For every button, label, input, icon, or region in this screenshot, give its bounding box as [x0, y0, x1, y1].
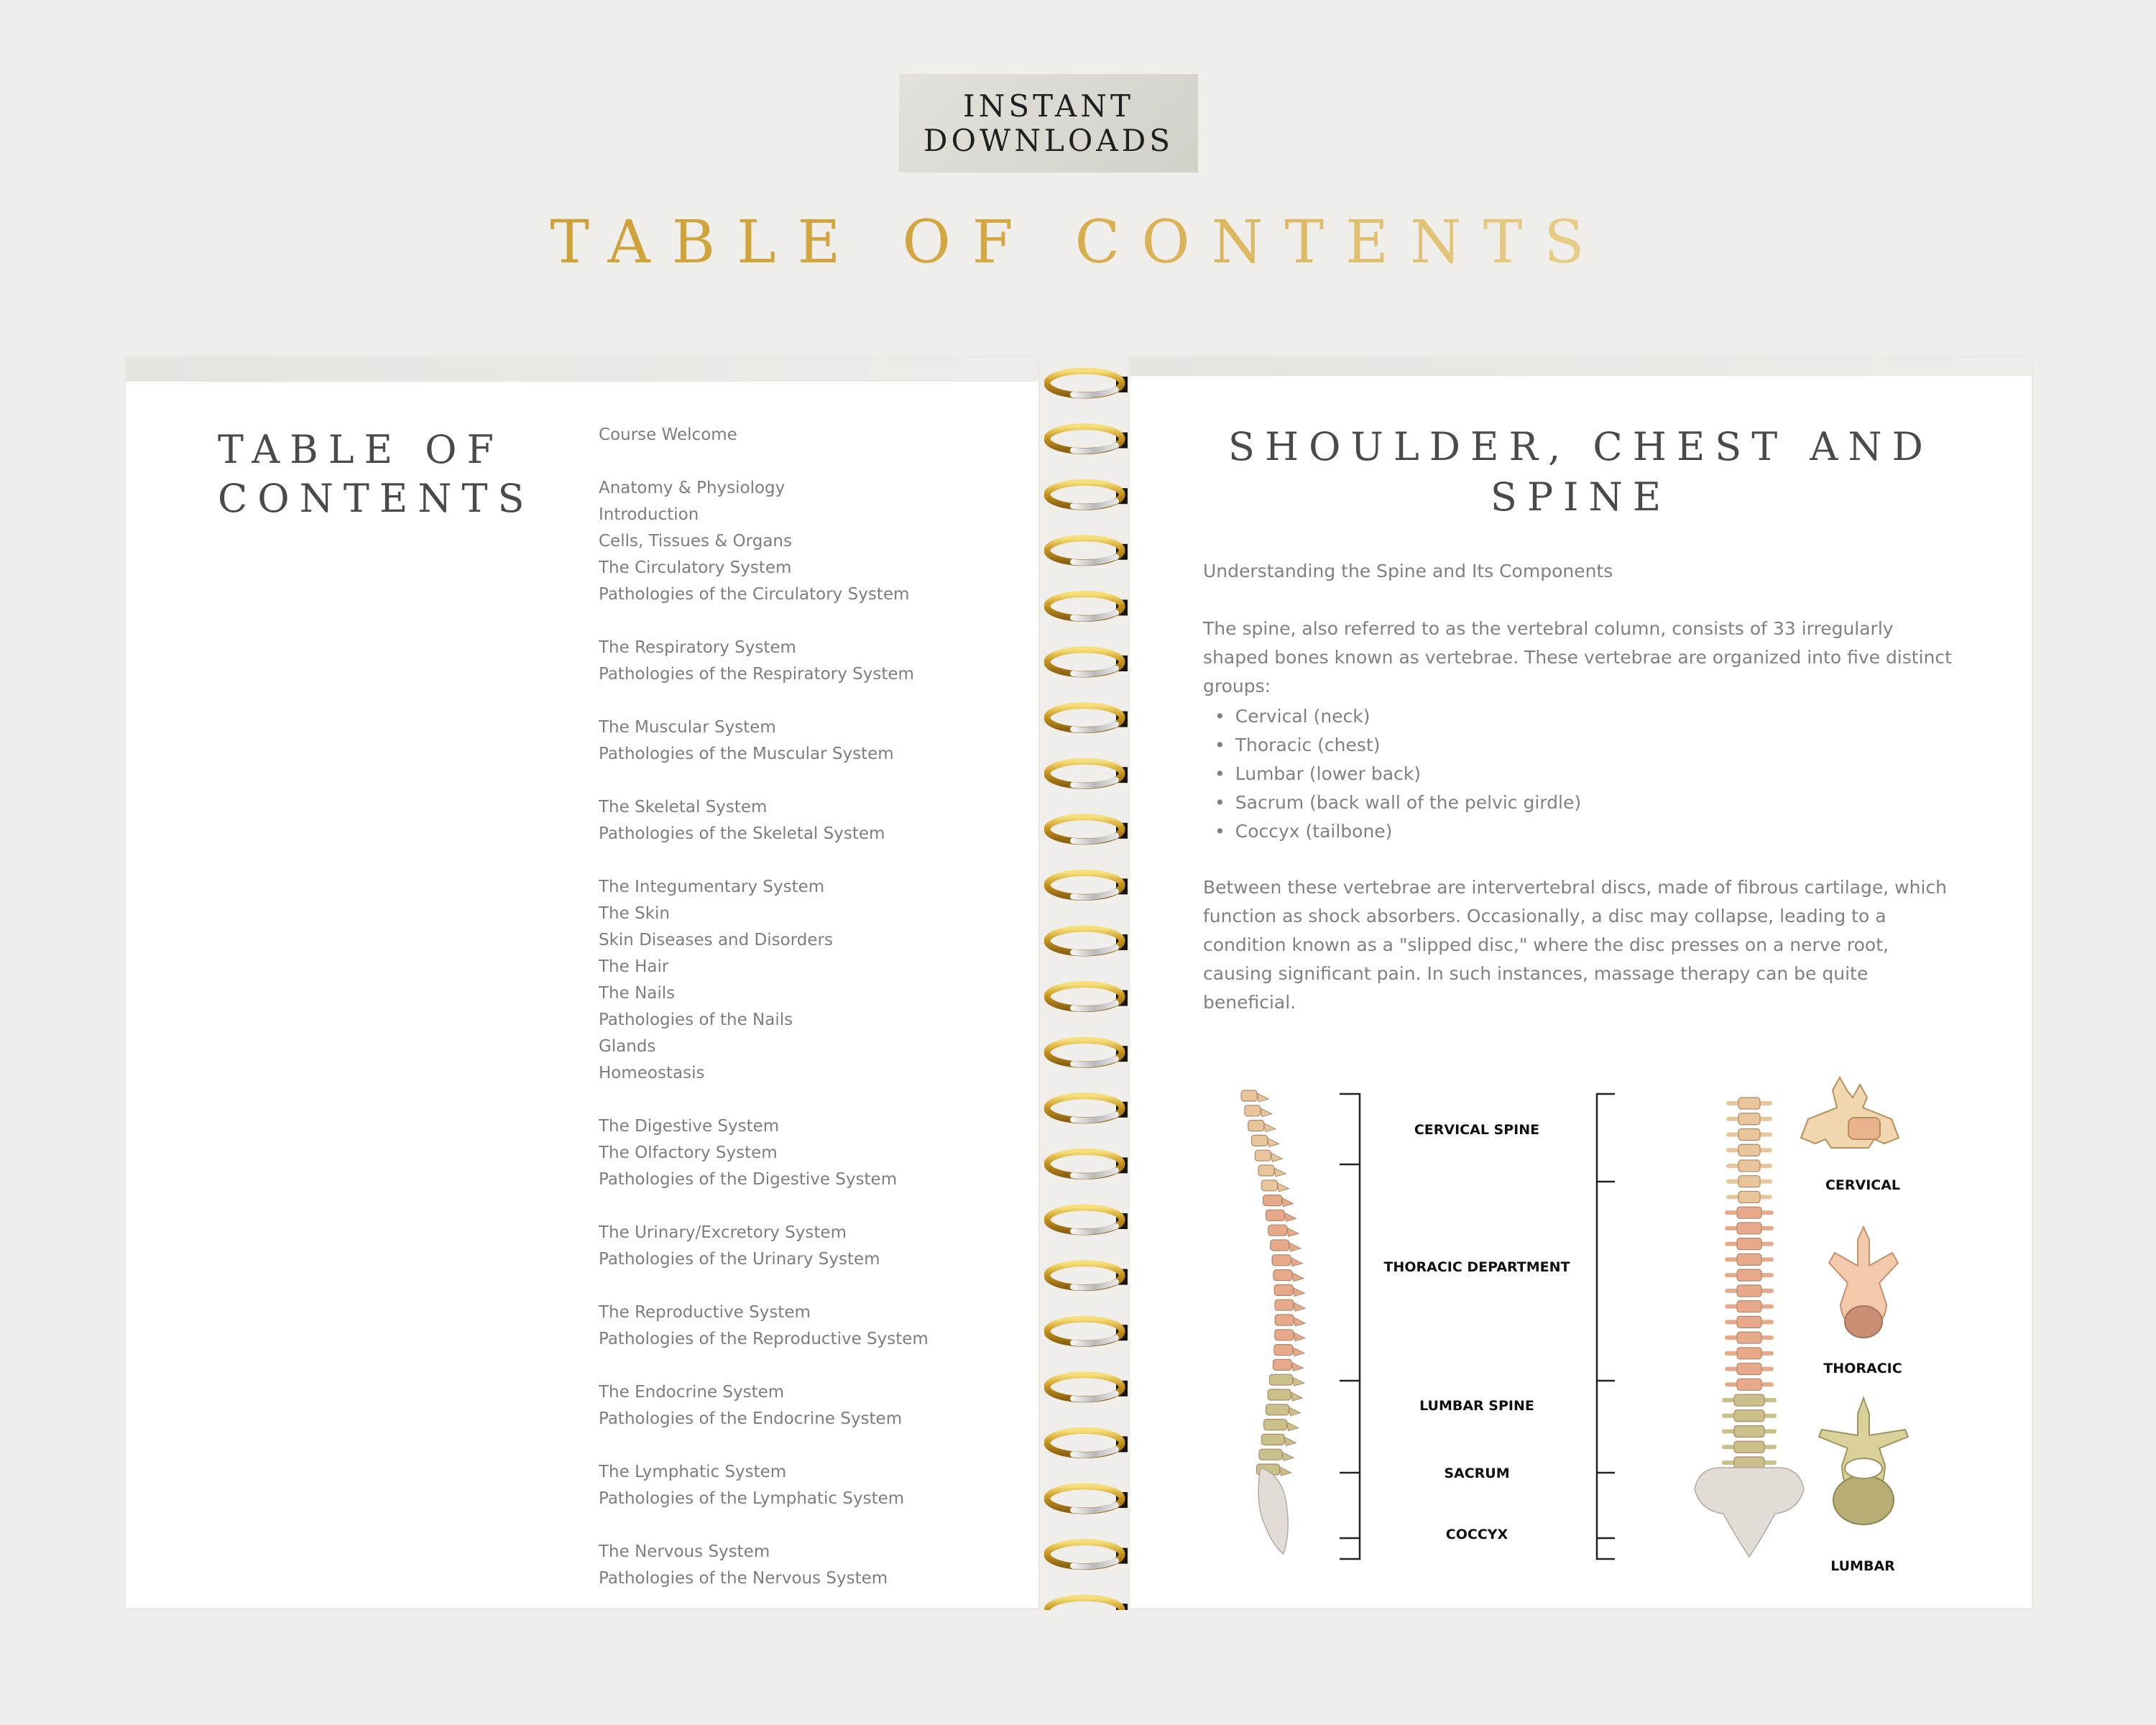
region-brackets	[1340, 1094, 1615, 1559]
toc-group	[599, 1220, 929, 1273]
toc-item[interactable]: The Urinary/Excretory System	[599, 1223, 847, 1242]
toc-group	[599, 1300, 929, 1353]
badge-line-2: DOWNLOADS	[923, 122, 1174, 158]
thoracic-vertebra-illustration	[1829, 1227, 1898, 1338]
spine-diagram	[1222, 357, 2019, 1608]
spiral-ring	[1047, 761, 1128, 786]
toc-item[interactable]: Pathologies of the Muscular System	[599, 745, 894, 763]
section-subtitle: Understanding the Spine and Its Components	[1203, 561, 1613, 581]
label-thoracic: THORACIC	[1823, 1361, 1902, 1376]
toc-group	[599, 1459, 929, 1512]
spiral-ring	[1047, 427, 1128, 451]
toc-item[interactable]: Pathologies of the Skeletal System	[599, 824, 885, 843]
toc-item[interactable]: The Respiratory System	[599, 638, 796, 657]
label-cervical: CERVICAL	[1825, 1177, 1901, 1193]
instant-downloads-badge	[899, 74, 1198, 172]
right-page	[1128, 356, 2033, 1609]
toc-group	[599, 1379, 929, 1432]
spiral-ring	[1047, 929, 1128, 953]
toc-item[interactable]: The Reproductive System	[599, 1303, 811, 1322]
toc-item[interactable]: Introduction	[599, 505, 699, 524]
intro-paragraph: The spine, also referred to as the vertebral column, consists of 33 irregularly shaped bones known as vertebrae. These vertebrae are organized into five distinct groups:	[1203, 618, 1952, 696]
toc-item[interactable]: The Skin	[599, 904, 670, 923]
toc-item[interactable]: Pathologies of the Digestive System	[599, 1170, 898, 1189]
toc-item[interactable]: The Nervous System	[599, 1542, 770, 1561]
label-cervical-spine: CERVICAL SPINE	[1414, 1122, 1540, 1138]
toc-group	[599, 635, 929, 688]
front-spine-illustration	[1695, 1098, 1804, 1557]
discs-paragraph: Between these vertebrae are intervertebral discs, made of fibrous cartilage, which function as shock absorbers. Occasionally, a disc may collapse, leading to a condition known as a "slipped disc," where the disc presses on a nerve root, causing significant pain. In such instances, massage therapy can be quite beneficial.	[1203, 877, 1947, 1013]
spiral-ring	[1047, 1430, 1128, 1455]
toc-item[interactable]: The Skeletal System	[599, 798, 768, 816]
spiral-ring	[1047, 817, 1128, 842]
spine-group-item: • Sacrum (back wall of the pelvic girdle)	[1235, 788, 1581, 817]
left-page-title	[218, 426, 535, 523]
label-coccyx: COCCYX	[1445, 1527, 1508, 1542]
left-page	[124, 356, 1040, 1609]
spiral-ring	[1047, 1151, 1128, 1176]
toc-group	[599, 475, 929, 608]
lumbar-vertebra-illustration	[1819, 1398, 1908, 1524]
spiral-ring	[1047, 1598, 1128, 1610]
spiral-ring	[1047, 706, 1128, 730]
label-lumbar: LUMBAR	[1830, 1558, 1895, 1574]
toc-group	[599, 422, 929, 448]
toc-item[interactable]: The Digestive System	[599, 1117, 780, 1136]
toc-item[interactable]: Pathologies of the Nervous System	[599, 1569, 888, 1588]
toc-item[interactable]: The Integumentary System	[599, 878, 825, 896]
toc-item[interactable]: The Olfactory System	[599, 1144, 778, 1162]
spiral-binding	[1044, 352, 1130, 1610]
side-spine-illustration	[1241, 1090, 1305, 1554]
spiral-ring	[1047, 482, 1128, 507]
spiral-ring	[1047, 1264, 1128, 1288]
spiral-ring	[1047, 371, 1128, 395]
toc-group	[599, 794, 929, 847]
toc-item[interactable]: Pathologies of the Urinary System	[599, 1250, 880, 1269]
right-title-line-2: SPINE	[1490, 474, 1672, 520]
toc-group	[599, 714, 929, 768]
toc-item[interactable]: The Nails	[599, 984, 676, 1003]
spiral-ring	[1047, 1208, 1128, 1232]
toc-item[interactable]: The Endocrine System	[599, 1383, 785, 1402]
toc-group	[599, 1113, 929, 1193]
toc-item[interactable]: The Circulatory System	[599, 558, 792, 577]
spiral-ring	[1047, 1542, 1128, 1567]
label-lumbar-spine: LUMBAR SPINE	[1419, 1398, 1534, 1414]
left-title-line-1: TABLE OF	[218, 427, 504, 472]
spiral-ring	[1047, 1375, 1128, 1399]
spiral-ring	[1047, 1096, 1128, 1121]
label-sacrum: SACRUM	[1444, 1466, 1510, 1481]
spiral-ring	[1047, 1486, 1128, 1511]
spiral-ring	[1047, 985, 1128, 1009]
left-title-line-2: CONTENTS	[218, 476, 535, 521]
toc-item[interactable]: Pathologies of the Reproductive System	[599, 1330, 929, 1348]
spine-group-item: • Cervical (neck)	[1235, 702, 1581, 731]
cervical-vertebra-illustration	[1801, 1077, 1899, 1148]
spiral-ring	[1047, 1319, 1128, 1343]
page-top-strip	[126, 357, 1038, 382]
toc-group	[599, 1539, 929, 1592]
toc-item[interactable]: Pathologies of the Nails	[599, 1011, 793, 1029]
toc-group	[599, 874, 929, 1087]
toc-item[interactable]: Cells, Tissues & Organs	[599, 532, 792, 551]
toc-item[interactable]: Glands	[599, 1037, 656, 1056]
label-thoracic-department: THORACIC DEPARTMENT	[1383, 1259, 1570, 1275]
toc-list	[599, 422, 929, 1619]
main-title: TABLE OF CONTENTS	[0, 208, 2156, 277]
spiral-ring	[1047, 873, 1128, 897]
spiral-ring	[1047, 650, 1128, 674]
spiral-ring	[1047, 1040, 1128, 1064]
toc-item[interactable]: Pathologies of the Circulatory System	[599, 585, 910, 604]
toc-item[interactable]: Pathologies of the Endocrine System	[599, 1409, 903, 1428]
toc-item[interactable]: The Lymphatic System	[599, 1463, 787, 1481]
toc-item[interactable]: Skin Diseases and Disorders	[599, 931, 833, 949]
badge-line-1: INSTANT	[963, 88, 1134, 124]
spine-group-item: • Coccyx (tailbone)	[1235, 817, 1581, 846]
spine-group-item: • Thoracic (chest)	[1235, 731, 1581, 760]
toc-item[interactable]: Homeostasis	[599, 1064, 705, 1082]
toc-item[interactable]: Pathologies of the Lymphatic System	[599, 1489, 905, 1508]
toc-item[interactable]: Course Welcome	[599, 426, 737, 444]
spine-group-item: • Lumbar (lower back)	[1235, 760, 1581, 788]
toc-item[interactable]: Pathologies of the Respiratory System	[599, 665, 914, 684]
toc-item[interactable]: Anatomy & Physiology	[599, 479, 786, 497]
right-title-line-1: SHOULDER, CHEST AND	[1228, 424, 1933, 469]
spiral-ring	[1047, 594, 1128, 618]
toc-item[interactable]: The Muscular System	[599, 718, 776, 737]
spiral-ring	[1047, 538, 1128, 563]
toc-item[interactable]: The Hair	[599, 957, 669, 976]
